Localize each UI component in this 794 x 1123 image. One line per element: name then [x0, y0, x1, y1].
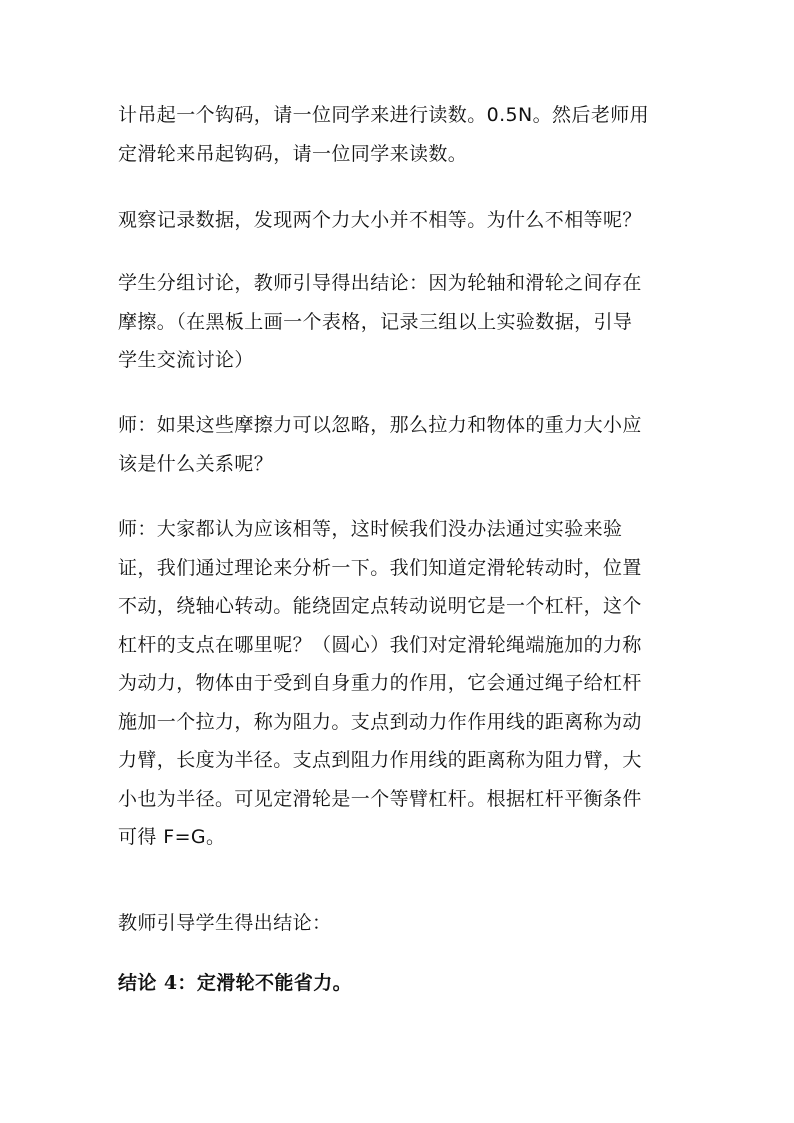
text-line: 为动力，物体由于受到自身重力的作用，它会通过绳子给杠杆	[118, 672, 642, 694]
text-line: 学生分组讨论，教师引导得出结论：因为轮轴和滑轮之间存在	[118, 272, 642, 294]
text-line: 结论 4：定滑轮不能省力。	[118, 972, 353, 994]
text-line: 观察记录数据，发现两个力大小并不相等。为什么不相等呢？	[118, 209, 642, 231]
text-line: 施加一个拉力，称为阻力。支点到动力作作用线的距离称为动	[118, 710, 642, 733]
text-line: 摩擦。（在黑板上画一个表格，记录三组以上实验数据，引导	[118, 310, 633, 333]
paragraph-pulley-reading	[118, 96, 688, 173]
text-line: 教师引导学生得出结论：	[118, 912, 332, 934]
text-line: 小也为半径。可见定滑轮是一个等臂杠杆。根据杠杆平衡条件	[118, 787, 642, 810]
paragraph-observe-data	[118, 201, 688, 240]
paragraph-group-discussion	[118, 264, 688, 380]
text-line: 证，我们通过理论来分析一下。我们知道定滑轮转动时，位置	[118, 556, 642, 579]
text-line: 杠杆的支点在哪里呢？（圆心）我们对定滑轮绳端施加的力称	[118, 633, 642, 656]
text-line: 力臂，长度为半径。支点到阻力作用线的距离称为阻力臂，大	[118, 749, 642, 771]
text-line: 师：大家都认为应该相等，这时候我们没办法通过实验来验	[118, 518, 623, 540]
text-line: 不动，绕轴心转动。能绕固定点转动说明它是一个杠杆，这个	[118, 595, 642, 617]
text-line: 定滑轮来吊起钩码，请一位同学来读数。	[118, 142, 468, 165]
paragraph-teacher-guidance	[118, 904, 688, 943]
text-line: 师：如果这些摩擦力可以忽略，那么拉力和物体的重力大小应	[118, 414, 642, 436]
paragraph-lever-analysis	[118, 510, 688, 857]
text-line: 计吊起一个钩码，请一位同学来进行读数。0.5N。然后老师用	[118, 104, 650, 126]
paragraph-teacher-question	[118, 406, 688, 483]
text-line: 可得 F=G。	[118, 826, 226, 848]
text-line: 该是什么关系呢？	[118, 452, 274, 475]
text-line: 学生交流讨论）	[118, 349, 254, 371]
conclusion-heading	[118, 964, 688, 1003]
